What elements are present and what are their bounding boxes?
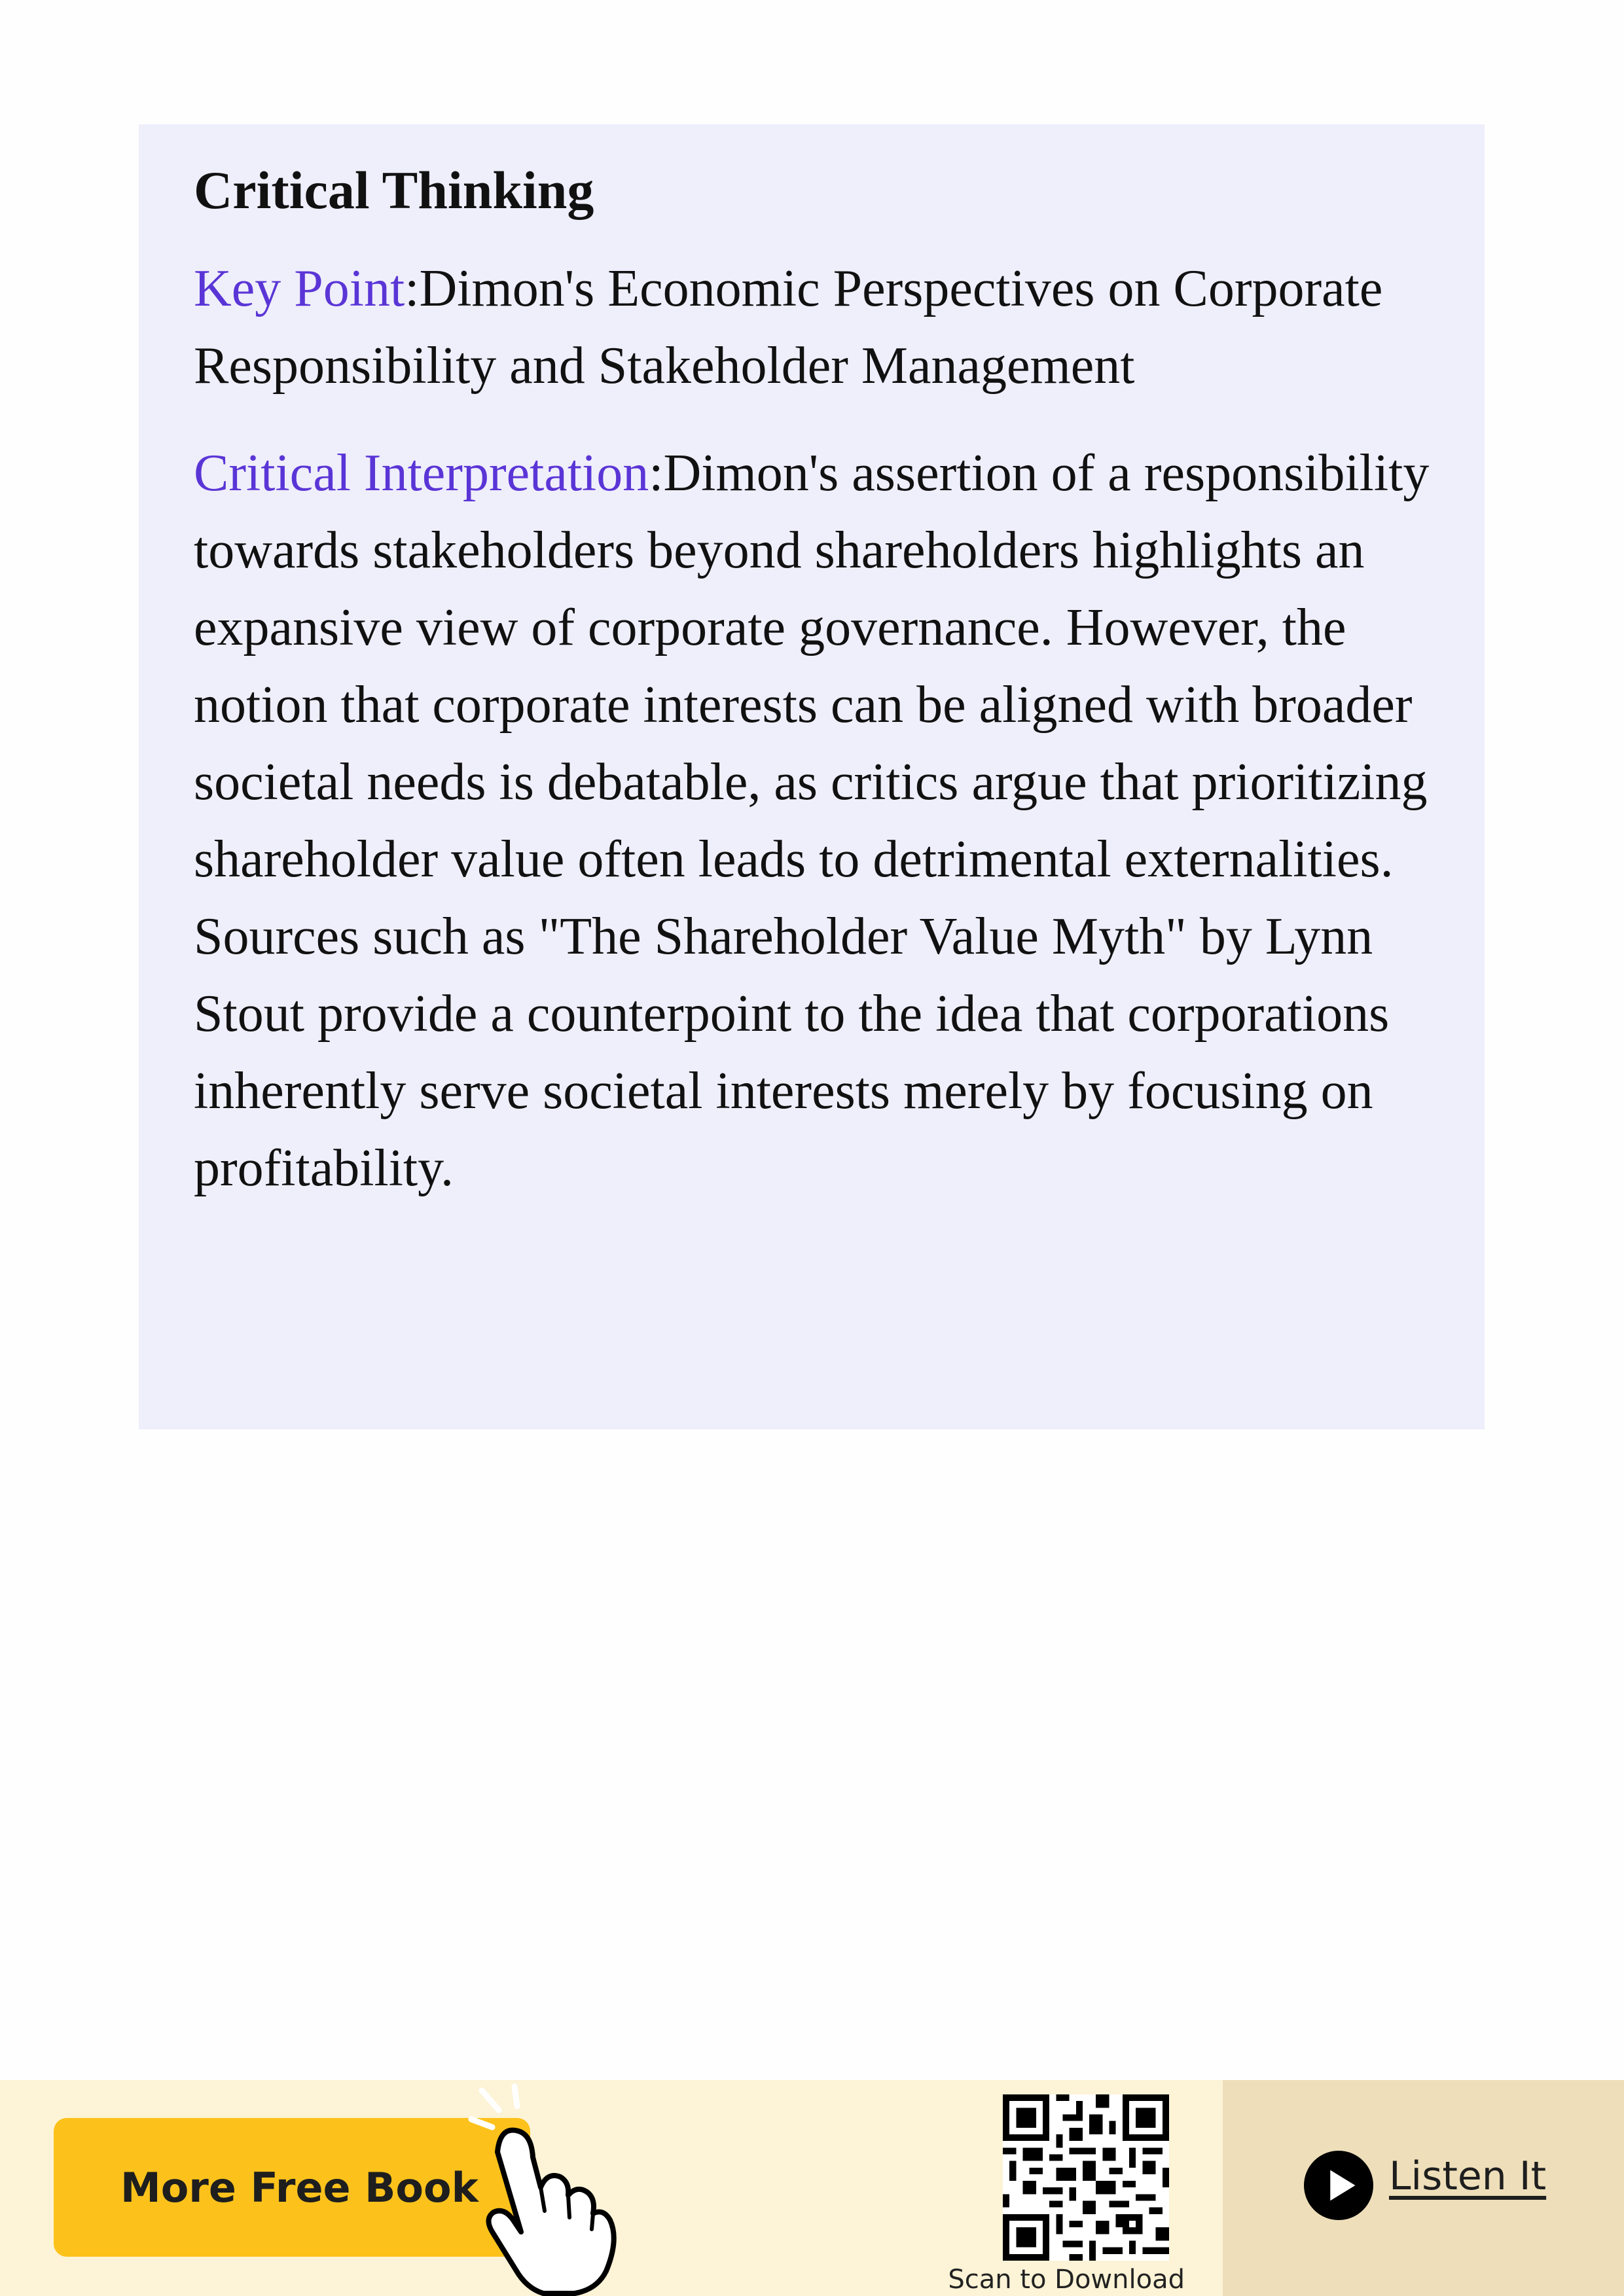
- listen-it-link[interactable]: Listen It: [1389, 2153, 1547, 2199]
- interpretation-text: Dimon's assertion of a responsibility towards stakeholders beyond shareholders highlights an expansive view of corporate governance. However, the notion that corporate interests can be aligned with broader societal needs is debatable, as critics argue that prioritizing shareholder value often leads to detrimental externalities. Sources such as "The Shareholder Value Myth" by Lynn Stout provide a counterpoint to the idea that corporations inherently serve societal interests merely by focusing on profitability.: [194, 444, 1430, 1198]
- critical-thinking-card: [139, 124, 1485, 1429]
- qr-code-icon: [1003, 2094, 1169, 2261]
- more-free-book-label: More Free Book: [120, 2163, 478, 2212]
- footer-bar: [0, 2080, 1624, 2296]
- key-point-text: Dimon's Economic Perspectives on Corporate Responsibility and Stakeholder Management: [194, 260, 1383, 395]
- key-point-label: Key Point: [194, 260, 405, 318]
- scan-to-download-label: Scan to Download: [948, 2265, 1185, 2295]
- interpretation-paragraph: Critical Interpretation:Dimon's assertion of a responsibility towards stakeholders beyond shareholders highlights an expansive view of corporate governance. However, the notion that corporate interests can be aligned with broader societal needs is debatable, as critics argue that prioritizing shareholder value often leads to detrimental externalities. Sources such as "The Shareholder Value Myth" by Lynn Stout provide a counterpoint to the idea that corporations inherently serve societal interests merely by focusing on profitability.: [194, 444, 1430, 1198]
- key-point-paragraph: Key Point:Dimon's Economic Perspectives on Corporate Responsibility and Stakeholder Management: [194, 260, 1383, 395]
- play-icon[interactable]: [1304, 2151, 1373, 2220]
- interpretation-label: Critical Interpretation: [194, 444, 649, 503]
- section-heading: Critical Thinking: [194, 160, 594, 220]
- pointing-hand-icon: [458, 2080, 628, 2296]
